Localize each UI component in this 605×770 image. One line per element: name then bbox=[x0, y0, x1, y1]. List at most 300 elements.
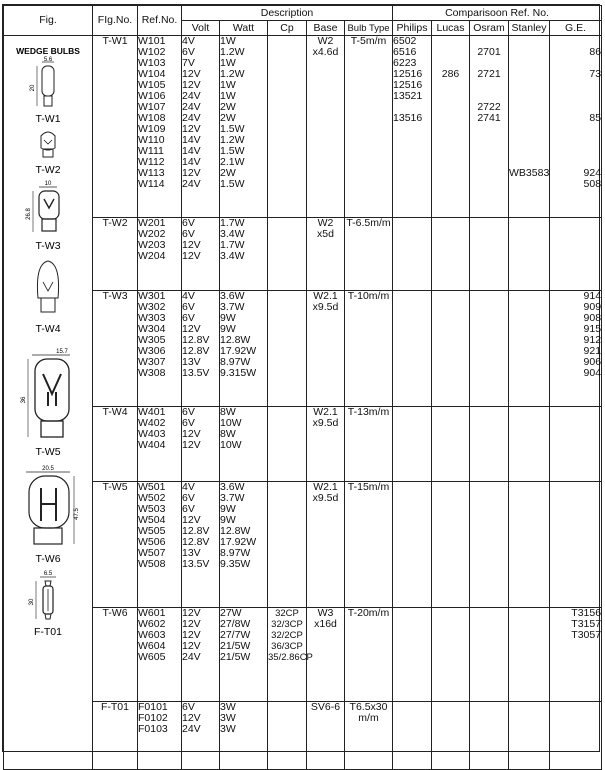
type-value: m/m bbox=[358, 712, 379, 725]
stanley-cell bbox=[509, 36, 550, 218]
ref-value: W504 bbox=[138, 513, 166, 526]
osram-cell bbox=[470, 406, 509, 481]
type-cell bbox=[345, 406, 393, 481]
svg-text:20.5: 20.5 bbox=[42, 466, 54, 472]
ref-value: W502 bbox=[138, 491, 166, 504]
volt-value: 13V bbox=[182, 355, 201, 368]
ref-value: W503 bbox=[138, 502, 166, 515]
watt-value: 3.4W bbox=[220, 227, 245, 240]
watt-value: 17.92W bbox=[220, 344, 257, 357]
svg-text:26.8: 26.8 bbox=[26, 208, 32, 220]
header-philips: Philips bbox=[393, 21, 432, 36]
volt-cell bbox=[182, 406, 220, 481]
luca-value bbox=[432, 47, 469, 58]
fig-label: T-W6 bbox=[35, 553, 61, 565]
base-cell bbox=[307, 406, 345, 481]
stanley-value bbox=[509, 36, 549, 47]
volt-value: 12.8V bbox=[182, 333, 210, 346]
stanley-value bbox=[509, 146, 549, 157]
watt-value: 10W bbox=[220, 438, 242, 451]
ref-value: W113 bbox=[138, 167, 165, 179]
header-bulb-type: Bulb Type bbox=[345, 21, 393, 36]
type-value: T-20m/m bbox=[347, 606, 390, 619]
philip-value bbox=[393, 135, 431, 146]
ref-cell bbox=[138, 406, 182, 481]
philip-cell bbox=[393, 290, 432, 406]
volt-value: 7V bbox=[182, 57, 195, 69]
type-cell bbox=[345, 702, 393, 770]
luca-cell bbox=[432, 217, 470, 290]
ge-value bbox=[550, 135, 601, 146]
volt-value: 24V bbox=[182, 90, 201, 102]
volt-value: 12V bbox=[182, 322, 201, 335]
osram-cell bbox=[470, 217, 509, 290]
header-ge: G.E. bbox=[550, 21, 602, 36]
fig-no-cell: T-W3 bbox=[93, 290, 138, 406]
ge-value: 909 bbox=[583, 300, 602, 313]
volt-value: 6V bbox=[182, 300, 195, 313]
stanley-value bbox=[509, 69, 549, 80]
osram-value bbox=[470, 157, 508, 168]
volt-cell bbox=[182, 702, 220, 770]
figure-column bbox=[4, 36, 93, 770]
base-value: W3 bbox=[317, 606, 334, 619]
ref-value: W106 bbox=[138, 90, 166, 102]
fig-label: T-W5 bbox=[35, 446, 61, 458]
ref-value: W301 bbox=[138, 289, 166, 302]
volt-cell bbox=[182, 290, 220, 406]
volt-value: 14V bbox=[182, 156, 201, 168]
watt-cell bbox=[220, 217, 268, 290]
luca-value bbox=[432, 124, 469, 135]
header-stanley: Stanley bbox=[509, 21, 550, 36]
ref-value: W305 bbox=[138, 333, 166, 346]
header-base: Base bbox=[307, 21, 345, 36]
svg-text:10: 10 bbox=[44, 181, 52, 187]
type-value: T-5m/m bbox=[350, 35, 387, 47]
ref-cell bbox=[138, 217, 182, 290]
type-cell bbox=[345, 290, 393, 406]
philip-value: 12516 bbox=[393, 79, 423, 91]
volt-value: 12V bbox=[182, 513, 201, 526]
watt-value: 21/5W bbox=[220, 639, 251, 652]
ge-cell bbox=[550, 702, 602, 770]
stanley-value bbox=[509, 135, 549, 146]
watt-cell bbox=[220, 406, 268, 481]
base-value: x9.5d bbox=[312, 416, 339, 429]
volt-value: 6V bbox=[182, 405, 195, 418]
watt-value: 3W bbox=[220, 701, 236, 714]
luca-value bbox=[432, 36, 469, 47]
watt-value: 1.5W bbox=[220, 145, 245, 157]
volt-value: 6V bbox=[182, 227, 195, 240]
stanley-value bbox=[509, 91, 549, 102]
watt-value: 1.7W bbox=[220, 238, 245, 251]
ref-cell bbox=[138, 607, 182, 701]
luca-value bbox=[432, 91, 469, 102]
osram-value: 2722 bbox=[477, 101, 501, 113]
watt-value: 1.7W bbox=[220, 216, 245, 229]
luca-value bbox=[432, 146, 469, 157]
volt-cell bbox=[182, 607, 220, 701]
volt-cell bbox=[182, 217, 220, 290]
catalog-sheet bbox=[2, 4, 600, 752]
luca-cell bbox=[432, 702, 470, 770]
watt-value: 9.315W bbox=[220, 366, 257, 379]
luca-value bbox=[432, 168, 469, 179]
volt-value: 14V bbox=[182, 145, 201, 157]
header-watt: Watt bbox=[220, 21, 268, 36]
svg-text:36: 36 bbox=[21, 396, 27, 404]
tw5-drawing-icon bbox=[21, 349, 70, 437]
watt-value: 8W bbox=[220, 405, 236, 418]
philip-value bbox=[393, 179, 431, 190]
ref-value: W114 bbox=[138, 178, 165, 190]
group-row bbox=[4, 481, 602, 607]
osram-cell bbox=[470, 481, 509, 607]
volt-value: 12V bbox=[182, 238, 201, 251]
luca-cell bbox=[432, 607, 470, 701]
luca-cell bbox=[432, 481, 470, 607]
ref-value: W602 bbox=[138, 617, 166, 630]
osram-value bbox=[470, 80, 508, 91]
tw6-drawing-icon bbox=[26, 466, 80, 544]
ref-value: W112 bbox=[138, 156, 165, 168]
volt-value: 24V bbox=[182, 650, 201, 663]
philip-value bbox=[393, 146, 431, 157]
base-value: x9.5d bbox=[312, 491, 339, 504]
watt-cell bbox=[220, 607, 268, 701]
ge-value: 86 bbox=[589, 46, 602, 58]
osram-value bbox=[470, 124, 508, 135]
ref-value: F0103 bbox=[138, 723, 168, 736]
ref-value: W508 bbox=[138, 557, 166, 570]
philip-cell bbox=[393, 217, 432, 290]
ge-value bbox=[550, 91, 601, 102]
stanley-value bbox=[509, 179, 549, 190]
base-value: x9.5d bbox=[312, 300, 339, 313]
stanley-cell bbox=[509, 481, 550, 607]
osram-value bbox=[470, 179, 508, 190]
luca-value bbox=[432, 80, 469, 91]
watt-value: 17.92W bbox=[220, 535, 257, 548]
watt-value: 1.2W bbox=[220, 68, 245, 80]
luca-value: 286 bbox=[441, 68, 460, 80]
watt-cell bbox=[220, 702, 268, 770]
volt-value: 12V bbox=[182, 712, 201, 725]
ref-value: W501 bbox=[138, 480, 166, 493]
fig-no-cell: T-W1 bbox=[93, 36, 138, 218]
ref-value: W302 bbox=[138, 300, 166, 313]
volt-value: 12V bbox=[182, 617, 201, 630]
base-value: x4.6d bbox=[312, 46, 339, 58]
volt-value: 24V bbox=[182, 101, 201, 113]
volt-value: 6V bbox=[182, 416, 195, 429]
watt-cell bbox=[220, 290, 268, 406]
watt-value: 2.1W bbox=[220, 156, 245, 168]
fig-no-cell: T-W5 bbox=[93, 481, 138, 607]
ref-cell bbox=[138, 36, 182, 218]
ge-value: 85 bbox=[589, 112, 602, 124]
tw2-drawing-icon bbox=[41, 132, 55, 157]
type-value: T-6.5m/m bbox=[346, 216, 391, 229]
watt-value: 1.2W bbox=[220, 46, 245, 58]
luca-cell bbox=[432, 36, 470, 218]
osram-value: 2721 bbox=[477, 68, 501, 80]
stanley-cell bbox=[509, 607, 550, 701]
volt-value: 24V bbox=[182, 723, 201, 736]
philip-value: 13521 bbox=[393, 90, 423, 102]
ref-cell bbox=[138, 290, 182, 406]
ref-value: W604 bbox=[138, 639, 166, 652]
cp-cell bbox=[268, 36, 307, 218]
type-cell bbox=[345, 217, 393, 290]
base-value: x5d bbox=[317, 227, 334, 240]
header-ref-no: Ref.No. bbox=[138, 6, 182, 36]
cp-cell bbox=[268, 481, 307, 607]
type-cell bbox=[345, 36, 393, 218]
volt-value: 6V bbox=[182, 311, 195, 324]
header-fig: Fig. bbox=[4, 6, 93, 36]
ge-value: 914 bbox=[583, 289, 602, 302]
luca-cell bbox=[432, 290, 470, 406]
ge-cell bbox=[550, 290, 602, 406]
volt-value: 6V bbox=[182, 216, 195, 229]
bulb-drawings bbox=[4, 36, 92, 766]
fig-no-cell: T-W6 bbox=[93, 607, 138, 701]
philip-value: 6516 bbox=[393, 46, 417, 58]
philip-value: 12516 bbox=[393, 68, 423, 80]
tw3-drawing-icon bbox=[26, 181, 59, 232]
header-cp: Cp bbox=[268, 21, 307, 36]
osram-value bbox=[470, 135, 508, 146]
ge-cell bbox=[550, 217, 602, 290]
ref-value: W108 bbox=[138, 112, 166, 124]
ge-value: 915 bbox=[583, 322, 602, 335]
group-row bbox=[4, 290, 602, 406]
philip-value: 6502 bbox=[393, 35, 417, 47]
stanley-cell bbox=[509, 217, 550, 290]
base-cell bbox=[307, 481, 345, 607]
watt-value: 3.7W bbox=[220, 300, 245, 313]
watt-value: 8.97W bbox=[220, 546, 251, 559]
ge-value: 73 bbox=[589, 68, 602, 80]
ge-value bbox=[550, 124, 601, 135]
watt-value: 3.6W bbox=[220, 480, 245, 493]
volt-value: 13.5V bbox=[182, 557, 210, 570]
osram-cell bbox=[470, 702, 509, 770]
watt-value: 9W bbox=[220, 311, 236, 324]
ref-value: W105 bbox=[138, 79, 166, 91]
svg-text:20: 20 bbox=[30, 84, 36, 92]
ref-value: W507 bbox=[138, 546, 166, 559]
volt-value: 12.8V bbox=[182, 344, 210, 357]
watt-value: 9W bbox=[220, 513, 236, 526]
cp-cell bbox=[268, 290, 307, 406]
watt-value: 8.97W bbox=[220, 355, 251, 368]
ge-cell bbox=[550, 607, 602, 701]
fig-label: F-T01 bbox=[33, 626, 63, 638]
volt-value: 12.8V bbox=[182, 524, 210, 537]
watt-value: 1W bbox=[220, 90, 236, 102]
ref-value: W110 bbox=[138, 134, 165, 146]
ref-value: W102 bbox=[138, 46, 166, 58]
volt-cell bbox=[182, 36, 220, 218]
ref-value: F0101 bbox=[138, 701, 168, 714]
luca-value bbox=[432, 113, 469, 124]
volt-value: 6V bbox=[182, 502, 195, 515]
type-cell bbox=[345, 481, 393, 607]
stanley-value bbox=[509, 102, 549, 113]
volt-value: 24V bbox=[182, 178, 201, 190]
base-value: W2.1 bbox=[313, 289, 338, 302]
watt-value: 27W bbox=[220, 606, 242, 619]
ge-value: T3057 bbox=[571, 628, 602, 641]
header-lucas: Lucas bbox=[432, 21, 470, 36]
volt-value: 14V bbox=[182, 134, 201, 146]
base-value: W2 bbox=[317, 216, 334, 229]
volt-value: 12V bbox=[182, 249, 201, 262]
type-value: T6.5x30 bbox=[349, 701, 388, 714]
philip-value bbox=[393, 168, 431, 179]
volt-value: 12V bbox=[182, 427, 201, 440]
stanley-value bbox=[509, 80, 549, 91]
base-cell bbox=[307, 217, 345, 290]
svg-text:30: 30 bbox=[29, 598, 35, 606]
base-value: SV6-6 bbox=[310, 701, 341, 714]
cp-cell bbox=[268, 702, 307, 770]
watt-value: 1W bbox=[220, 35, 236, 47]
ref-value: W605 bbox=[138, 650, 166, 663]
osram-value bbox=[470, 146, 508, 157]
luca-cell bbox=[432, 406, 470, 481]
volt-value: 12.8V bbox=[182, 535, 210, 548]
ge-value: 904 bbox=[583, 366, 602, 379]
luca-value bbox=[432, 157, 469, 168]
osram-value bbox=[470, 168, 508, 179]
osram-cell bbox=[470, 290, 509, 406]
philip-value: 13516 bbox=[393, 112, 423, 124]
fig-label: T-W4 bbox=[35, 323, 61, 335]
watt-value: 2W bbox=[220, 112, 236, 124]
philip-cell bbox=[393, 36, 432, 218]
ge-value: 912 bbox=[583, 333, 602, 346]
tw4-drawing-icon bbox=[37, 261, 58, 312]
watt-value: 12.8W bbox=[220, 524, 251, 537]
ref-value: W101 bbox=[138, 35, 166, 47]
watt-value: 1.5W bbox=[220, 123, 245, 135]
ref-value: W506 bbox=[138, 535, 166, 548]
osram-value: 2741 bbox=[477, 112, 501, 124]
volt-value: 6V bbox=[182, 46, 195, 58]
base-value: W2.1 bbox=[313, 480, 338, 493]
base-cell bbox=[307, 290, 345, 406]
volt-cell bbox=[182, 481, 220, 607]
wedge-bulbs-title: WEDGE BULBS bbox=[16, 46, 80, 56]
watt-value: 3W bbox=[220, 723, 236, 736]
base-cell bbox=[307, 702, 345, 770]
ge-value: T3156 bbox=[571, 606, 602, 619]
philip-cell bbox=[393, 481, 432, 607]
ge-value: 908 bbox=[583, 311, 602, 324]
cp-value: 32/2CP bbox=[271, 629, 303, 641]
ref-value: W109 bbox=[138, 123, 166, 135]
group-row bbox=[4, 36, 602, 218]
ref-value: W402 bbox=[138, 416, 166, 429]
svg-text:6.5: 6.5 bbox=[43, 571, 53, 577]
ref-value: W111 bbox=[138, 145, 164, 157]
watt-value: 1.5W bbox=[220, 178, 245, 190]
base-cell bbox=[307, 36, 345, 218]
watt-value: 27/8W bbox=[220, 617, 251, 630]
ref-value: W201 bbox=[138, 216, 166, 229]
watt-value: 9W bbox=[220, 502, 236, 515]
base-value: W2 bbox=[317, 35, 334, 47]
group-row bbox=[4, 217, 602, 290]
fig-label: T-W2 bbox=[35, 164, 61, 176]
ref-value: W505 bbox=[138, 524, 166, 537]
ft01-drawing-icon bbox=[29, 571, 56, 619]
fig-no-cell: F-T01 bbox=[93, 702, 138, 770]
fig-no-cell: T-W4 bbox=[93, 406, 138, 481]
watt-value: 21/5W bbox=[220, 650, 251, 663]
stanley-value bbox=[509, 113, 549, 124]
luca-value bbox=[432, 179, 469, 190]
ge-cell bbox=[550, 36, 602, 218]
osram-cell bbox=[470, 36, 509, 218]
ge-value: 906 bbox=[583, 355, 602, 368]
cp-cell bbox=[268, 217, 307, 290]
watt-value: 9W bbox=[220, 322, 236, 335]
ge-cell bbox=[550, 406, 602, 481]
cp-cell bbox=[268, 607, 313, 701]
cp-cell bbox=[268, 406, 307, 481]
stanley-cell bbox=[509, 702, 550, 770]
header-volt: Volt bbox=[182, 21, 220, 36]
volt-value: 4V bbox=[182, 35, 195, 47]
watt-value: 3W bbox=[220, 712, 236, 725]
philip-cell bbox=[393, 702, 432, 770]
svg-text:15.7: 15.7 bbox=[56, 349, 68, 355]
ref-value: F0102 bbox=[138, 712, 168, 725]
base-value: x16d bbox=[314, 617, 337, 630]
stanley-value: WB3583 bbox=[509, 167, 550, 179]
group-row bbox=[4, 607, 602, 701]
watt-value: 3.4W bbox=[220, 249, 245, 262]
watt-value: 1W bbox=[220, 57, 236, 69]
tw1-drawing-icon bbox=[30, 57, 54, 106]
philip-value bbox=[393, 124, 431, 135]
type-value: T-10m/m bbox=[347, 289, 390, 302]
ref-value: W307 bbox=[138, 355, 166, 368]
fig-no-cell: T-W2 bbox=[93, 217, 138, 290]
group-row bbox=[4, 406, 602, 481]
volt-value: 4V bbox=[182, 480, 195, 493]
header-comparison: Comparisoon Ref. No. bbox=[393, 6, 602, 21]
cp-value: 36/3CP bbox=[271, 640, 303, 652]
volt-value: 12V bbox=[182, 167, 201, 179]
watt-value: 8W bbox=[220, 427, 236, 440]
group-row bbox=[4, 702, 602, 770]
ref-value: W308 bbox=[138, 366, 166, 379]
volt-value: 24V bbox=[182, 112, 201, 124]
volt-value: 12V bbox=[182, 79, 201, 91]
cp-value: 35/2.86CP bbox=[268, 651, 313, 663]
ref-value: W401 bbox=[138, 405, 166, 418]
stanley-value bbox=[509, 124, 549, 135]
philip-cell bbox=[393, 607, 432, 701]
stanley-cell bbox=[509, 406, 550, 481]
